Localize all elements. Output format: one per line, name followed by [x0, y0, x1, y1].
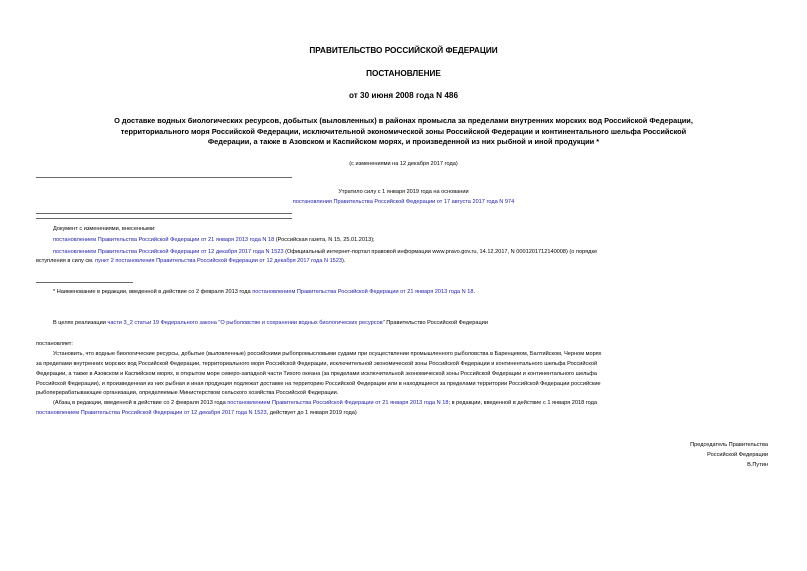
amendment-item-1: [53, 236, 375, 246]
body-line-5: рыбоперерабатывающие организации, определяемые Министерством сельского хозяйства Российской Федерации.: [36, 390, 339, 396]
preamble: [53, 319, 488, 329]
footnote: [53, 288, 475, 298]
expiry-text: Утратило силу с 1 января 2019 года на основании: [338, 189, 469, 195]
divider-rule: [36, 218, 292, 219]
signature-name: В.Путин: [747, 462, 768, 468]
divider-rule: [36, 213, 292, 214]
edition-note-link-1[interactable]: постановлением Правительства Российской Федерации от 21 января 2013 года N 18: [227, 400, 449, 406]
amendment-item-2-continued: [36, 257, 345, 267]
edition-note-link-2[interactable]: постановлением Правительства Российской Федерации от 12 декабря 2017 года N 1523: [36, 410, 267, 416]
decides-label: постановляет:: [36, 341, 73, 347]
amended-by-intro: Документ с изменениями, внесенными:: [53, 226, 156, 232]
amendment-source-2: (Официальный интернет-портал правовой информации www.pravo.gov.ru, 14.12.2017, N 0001201712140008) (о порядке: [283, 249, 598, 255]
edition-note-line-1: [53, 399, 597, 409]
preamble-text: В целях реализации: [53, 320, 108, 326]
edition-note-end: , действует до 1 января 2019 года): [266, 410, 357, 416]
document-date-number: от 30 июня 2008 года N 486: [348, 91, 459, 100]
edition-note-line-2: [36, 409, 357, 419]
amendment-cont-text: вступления в силу см.: [36, 258, 96, 264]
body-line-4: Российской Федерации), и произведенная из них рыбная и иная продукция подлежат доставке на территорию Российской Федерации или в находящиеся за пределами территории Российской Федерации российские: [36, 381, 601, 387]
government-name: ПРАВИТЕЛЬСТВО РОССИЙСКОЙ ФЕДЕРАЦИИ: [309, 46, 498, 55]
signature-line-1: Председатель Правительства: [690, 442, 768, 448]
footnote-end: .: [473, 289, 476, 295]
amendment-cont-link[interactable]: пункт 2 постановления Правительства Российской Федерации от 12 декабря 2017 года N 1523: [95, 258, 343, 264]
title-line-3: Федерации, а также в Азовском и Каспийском морях, и произведенной из них рыбной и иной продукции *: [207, 137, 600, 146]
footnote-text: * Наименование в редакции, введенной в действие со 2 февраля 2013 года: [53, 289, 253, 295]
edition-note-mid: ; в редакции, введенной в действие с 1 января 2018 года: [448, 400, 598, 406]
footnote-rule: [36, 282, 133, 283]
preamble-end: Правительство Российской Федерации: [384, 320, 488, 326]
document-type: ПОСТАНОВЛЕНИЕ: [366, 69, 441, 78]
body-line-1: Установить, что водные биологические ресурсы, добытые (выловленные) российскими рыбопромысловыми судами при осуществлении промышленного рыболовства в Баренцевом, Балтийском, Черном морях: [53, 351, 602, 357]
amendment-link-1[interactable]: постановлением Правительства Российской Федерации от 21 января 2013 года N 18: [53, 237, 275, 243]
body-line-3: Федерации, а также в Азовском и Каспийском морях, в открытом море северо-западной части Тихого океана (за пределами исключительной экономической зоны Российской Федерации и континентального шельфа: [36, 371, 598, 377]
amendment-link-2[interactable]: постановлением Правительства Российской Федерации от 12 декабря 2017 года N 1523: [53, 249, 284, 255]
divider-rule: [36, 177, 292, 178]
footnote-link[interactable]: постановлением Правительства Российской Федерации от 21 января 2013 года N 18: [252, 289, 474, 295]
amendments-note: (с изменениями на 12 декабря 2017 года): [349, 161, 458, 167]
amendment-cont-end: ).: [342, 258, 346, 264]
edition-note-text: (Абзац в редакции, введенной в действие со 2 февраля 2013 года: [53, 400, 228, 406]
title-line-2: территориального моря Российской Федерации, исключительной экономической зоны Российской Федерации и континентального шельфа Российской: [120, 126, 687, 136]
document-title: [0, 116, 807, 148]
body-line-2: за пределами внутренних морских вод Российской Федерации, территориального моря Российской Федерации, исключительной экономической зоны Российской Федерации и континентального шельфа Российской: [36, 361, 598, 367]
expiry-link[interactable]: постановления Правительства Российской Федерации от 17 августа 2017 года N 974: [292, 199, 515, 205]
title-line-1: О доставке водных биологических ресурсов, добытых (выловленных) в районах промысла за пределами внутренних морских вод Российской Федерации,: [114, 116, 693, 125]
signature-line-2: Российской Федерации: [707, 452, 768, 458]
preamble-law-link[interactable]: части 3_2 статьи 19 Федерального закона "О рыболовстве и сохранении водных биологических ресурсов": [107, 320, 385, 326]
amendment-source-1: (Российская газета, N 15, 25.01.2013);: [274, 237, 375, 243]
